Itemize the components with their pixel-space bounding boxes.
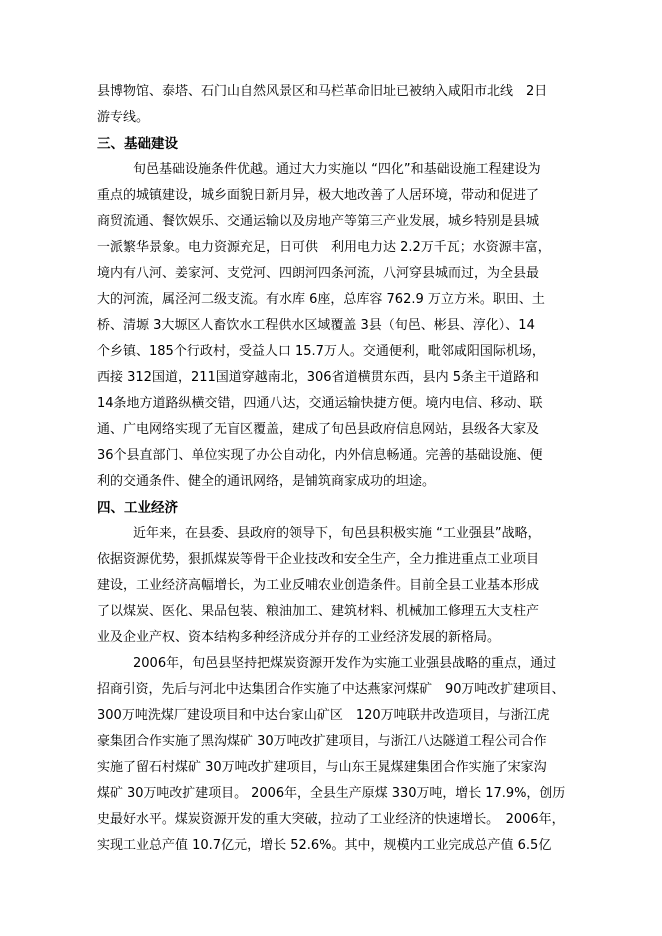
body-text-line: 建设，工业经济高幅增长，为工业反哺农业创造条件。目前全县工业基本形成 bbox=[97, 578, 540, 593]
body-text-line: 了以煤炭、医化、果品包装、粮油加工、建筑材料、机械加工修理五大支柱产 bbox=[97, 604, 540, 619]
body-text-line: 游专线。 bbox=[97, 110, 150, 125]
body-text-line: 豪集团合作实施了黑沟煤矿 30万吨改扩建项目，与浙江八达隧道工程公司合作 bbox=[97, 734, 547, 749]
body-text-line: 重点的城镇建设，城乡面貌日新月异，极大地改善了人居环境，带动和促进了 bbox=[97, 188, 540, 203]
body-text-line: 14条地方道路纵横交错，四通八达，交通运输快捷方便。境内电信、移动、联 bbox=[97, 396, 543, 411]
body-text-line: 实现工业总产值 10.7亿元，增长 52.6%。其中，规模内工业完成总产值 6.5亿 bbox=[97, 838, 552, 853]
body-text-line: 史最好水平。煤炭资源开发的重大突破，拉动了工业经济的快速增长。 2006年， bbox=[97, 812, 565, 827]
body-text-line: 个乡镇、185个行政村，受益人口 15.7万人。交通便利，毗邻咸阳国际机场， bbox=[97, 344, 545, 359]
body-text-line: 一派繁华景象。电力资源充足，日可供 利用电力达 2.2万千瓦；水资源丰富， bbox=[97, 240, 551, 255]
body-text-line: 招商引资，先后与河北中达集团合作实施了中达燕家河煤矿 90万吨改扩建项目、 bbox=[97, 682, 565, 697]
body-text-line: 实施了留石村煤矿 30万吨改扩建项目，与山东王晁煤建集团合作实施了宋家沟 bbox=[97, 760, 547, 775]
section-heading-infrastructure: 三、基础建设 bbox=[97, 136, 178, 152]
body-text-line: 煤矿 30万吨改扩建项目。 2006年，全县生产原煤 330万吨，增长 17.9%，创历 bbox=[97, 786, 566, 801]
body-text-line: 旬邑基础设施条件优越。通过大力实施以 “四化”和基础设施工程建设为 bbox=[120, 162, 541, 177]
body-text-line: 县博物馆、泰塔、石门山自然风景区和马栏革命旧址已被纳入咸阳市北线 2日 bbox=[97, 84, 548, 99]
body-text-line: 依据资源优势，狠抓煤炭等骨干企业技改和安全生产，全力推进重点工业项目 bbox=[97, 552, 540, 567]
body-text-line: 桥、清塬 3大塬区人畜饮水工程供水区域覆盖 3县（旬邑、彬县、淳化）、14 bbox=[97, 318, 535, 333]
body-text-line: 2006年，旬邑县坚持把煤炭资源开发作为实施工业强县战略的重点，通过 bbox=[120, 656, 557, 671]
body-text-line: 近年来，在县委、县政府的领导下，旬邑县积极实施 “工业强县”战略， bbox=[120, 526, 541, 541]
body-text-line: 西接 312国道，211国道穿越南北，306省道横贯东西，县内 5条主干道路和 bbox=[97, 370, 539, 385]
body-text-line: 通、广电网络实现了无盲区覆盖，建成了旬邑县政府信息网站，县级各大家及 bbox=[97, 422, 540, 437]
body-text-line: 36个县直部门、单位实现了办公自动化，内外信息畅通。完善的基础设施、便 bbox=[97, 448, 543, 463]
section-heading-industry: 四、工业经济 bbox=[97, 500, 178, 516]
body-text-line: 大的河流，属泾河二级支流。有水库 6座，总库容 762.9 万立方米。职田、土 bbox=[97, 292, 545, 307]
body-text-line: 业及企业产权、资本结构多种经济成分并存的工业经济发展的新格局。 bbox=[97, 630, 501, 645]
body-text-line: 境内有八河、姜家河、支党河、四朗河四条河流，八河穿县城而过，为全县最 bbox=[97, 266, 540, 281]
body-text-line: 300万吨洗煤厂建设项目和中达台家山矿区 120万吨联井改造项目，与浙江虎 bbox=[97, 708, 550, 723]
body-text-line: 商贸流通、餐饮娱乐、交通运输以及房地产等第三产业发展，城乡特别是县城 bbox=[97, 214, 540, 229]
body-text-line: 利的交通条件、健全的通讯网络，是铺筑商家成功的坦途。 bbox=[97, 474, 436, 489]
